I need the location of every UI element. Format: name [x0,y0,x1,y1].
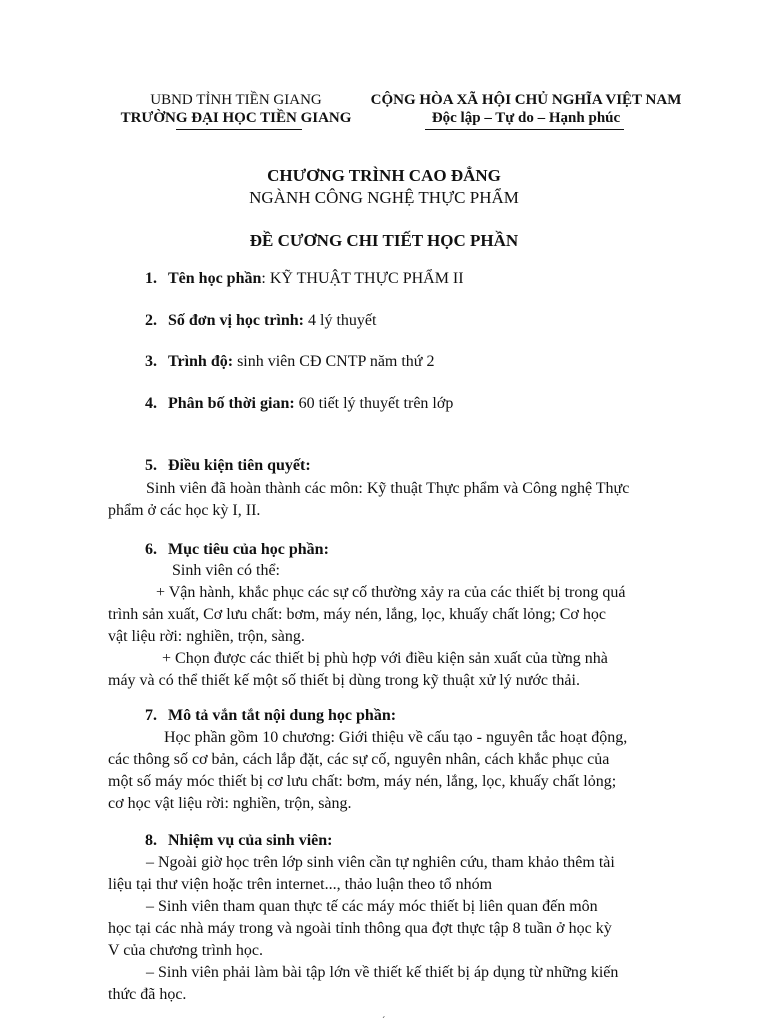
section-number: 2. [145,312,157,329]
section-number: 5. [145,457,157,474]
section-6 [145,541,329,559]
program-title: CHƯƠNG TRÌNH CAO ĐẲNG [267,166,501,185]
credit-units: 4 lý thuyết [304,312,377,329]
text-line: trình sản xuất, Cơ lưu chất: bơm, máy nén, lắng, lọc, khuấy chất lỏng; Cơ học [108,606,606,623]
section-8 [145,832,332,850]
section-3 [145,353,434,371]
text-line: V của chương trình học. [108,942,264,959]
section-number: 1. [145,270,157,287]
student-duties-text [108,852,696,1006]
section-label: Mục tiêu của học phần: [168,541,329,558]
header-right [358,91,694,127]
section-label: Điều kiện tiên quyết: [168,457,311,474]
text-line: cơ học vật liệu rời: nghiền, trộn, sàng. [108,795,352,812]
section-label: Số đơn vị học trình: [168,312,304,329]
section-number: 7. [145,707,157,724]
section-number: 6. [145,541,157,558]
text-line: máy và có thể thiết kế một số thiết bị dùng trong kỹ thuật xử lý nước thải. [108,672,580,689]
province-committee: UBND TỈNH TIỀN GIANG [150,92,322,108]
text-line: Sinh viên có thể: [172,562,280,579]
national-motto: CỘNG HÒA XÃ HỘI CHỦ NGHĨA VIỆT NAM [370,92,682,108]
section-number: 4. [145,395,157,412]
header-left [112,91,360,127]
document-title: ĐỀ CƯƠNG CHI TIẾT HỌC PHẦN [249,231,519,250]
prerequisite-text [108,478,696,522]
section-number: 8. [145,832,157,849]
section-label: Tên học phần [168,270,262,287]
section-label: Nhiệm vụ của sinh viên: [168,832,333,849]
text-line: + Vận hành, khắc phục các sự cố thường xảy ra của các thiết bị trong quá [156,584,626,601]
text-line: vật liệu rời: nghiền, trộn, sàng. [108,628,305,645]
text-line: học tại các nhà máy trong và ngoài tỉnh thông qua đợt thực tập 8 tuần ở học kỳ [108,920,612,937]
text-line: – Sinh viên phải làm bài tập lớn về thiết kế thiết bị áp dụng từ những kiến [146,964,619,981]
section-2 [145,312,376,330]
section-1 [145,270,464,288]
university-name: TRƯỜNG ĐẠI HỌC TIỀN GIANG [120,110,352,126]
text-line: một số máy móc thiết bị cơ lưu chất: bơm, máy nén, lắng, lọc, khuấy chất lỏng; [108,773,617,790]
section-label: Phân bố thời gian: [168,395,295,412]
text-line: thức đã học. [108,986,187,1003]
section-7 [145,707,396,725]
description-text [108,727,696,815]
text-line: Sinh viên đã hoàn thành các môn: Kỹ thuật Thực phẩm và Công nghệ Thực [146,480,630,497]
text-line: Học phần gồm 10 chương: Giới thiệu về cấu tạo - nguyên tắc hoạt động, [164,729,628,746]
section-label: Trình độ: [168,353,234,370]
section-separator: : [261,270,270,287]
course-name: KỸ THUẬT THỰC PHẨM II [269,270,464,287]
section-number: 3. [145,353,157,370]
header-left-underline [176,129,302,130]
text-line: + Chọn được các thiết bị phù hợp với điều kiện sản xuất của từng nhà [162,650,608,667]
objectives-text [108,560,696,692]
section-4 [145,395,453,413]
text-line: liệu tại thư viện hoặc trên internet..., thảo luận theo tổ nhóm [108,876,493,893]
header-right-underline [425,129,624,130]
page-bottom-mark: ˊ [382,1016,386,1027]
national-slogan: Độc lập – Tự do – Hạnh phúc [431,110,621,126]
section-label: Mô tả vắn tắt nội dung học phần: [168,707,397,724]
text-line: phẩm ở các học kỳ I, II. [108,502,261,519]
text-line: – Ngoài giờ học trên lớp sinh viên cần tự nghiên cứu, tham khảo thêm tài [146,854,615,871]
text-line: các thông số cơ bản, cách lắp đặt, các sự cố, nguyên nhân, cách khắc phục của [108,751,610,768]
section-5 [145,457,311,475]
text-line: – Sinh viên tham quan thực tế các máy móc thiết bị liên quan đến môn [146,898,598,915]
major-title: NGÀNH CÔNG NGHỆ THỰC PHẨM [249,188,519,207]
time-allocation: 60 tiết lý thuyết trên lớp [294,395,454,412]
level-value: sinh viên CĐ CNTP năm thứ 2 [233,353,435,370]
